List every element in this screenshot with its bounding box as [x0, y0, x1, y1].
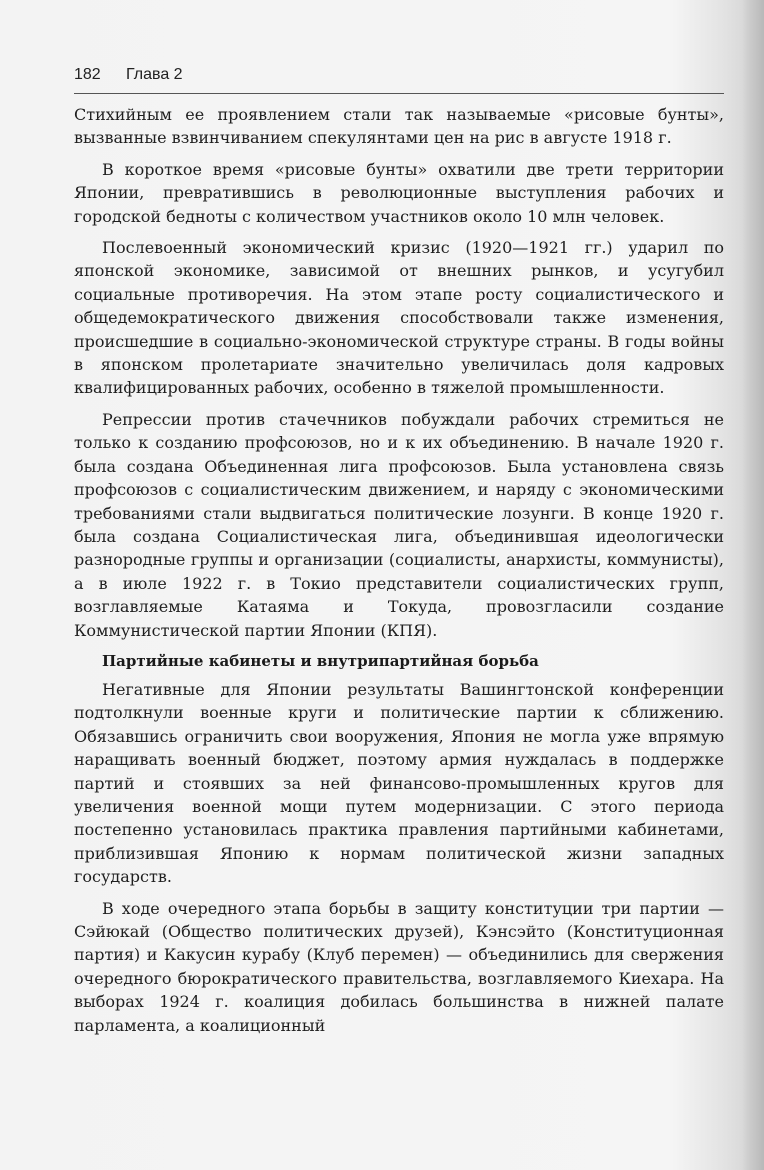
header-rule	[74, 93, 724, 94]
section-heading: Партийные кабинеты и внутрипартийная борьба	[102, 651, 539, 670]
running-header	[74, 66, 724, 88]
chapter-title: Глава 2	[126, 66, 183, 83]
paragraph: Репрессии против стачечников побуждали рабочих стремиться не только к созданию профсоюзов, но и к их объединению. В начале 1920 г. была создана Объединенная лига профсоюзов. Была установлена связь профсоюзов с социалистическим движением, и наряду с экономическими требованиями стали выдвигаться политические лозунги. В конце 1920 г. была создана Социалистическая лига, объединившая идеологически разнородные группы и организации (социалисты, анархисты, коммунисты), а в июле 1922 г. в Токио представители социалистических групп, возглавляемые Катаяма и Токуда, провозгласили создание Коммунистической партии Японии (КПЯ).	[74, 409, 724, 640]
paragraph: Негативные для Японии результаты Вашингтонской конференции подтолкнули военные круги и политические партии к сближению. Обязавшись ограничить свои вооружения, Япония не могла уже впрямую наращивать военный бюджет, поэтому армия нуждалась в поддержке партий и стоявших за ней финансово-промышленных кругов для увеличения военной мощи путем модернизации. С этого периода постепенно установилась практика правления партийными кабинетами, приблизившая Японию к нормам политической жизни западных государств.	[74, 679, 724, 887]
paragraph: Послевоенный экономический кризис (1920—1921 гг.) ударил по японской экономике, зависимой от внешних рынков, и усугубил социальные противоречия. На этом этапе росту социалистического и общедемократического движения способствовали также изменения, происшедшие в социально-экономической структуре страны. В годы войны в японском пролетариате значительно увеличилась доля кадровых квалифицированных рабочих, особенно в тяжелой промышленности.	[74, 238, 724, 398]
body-text	[74, 103, 724, 1037]
paragraph: Стихийным ее проявлением стали так называемые «рисовые бунты», вызванные взвинчиванием спекулянтами цен на рис в августе 1918 г.	[74, 105, 724, 148]
page-number: 182	[74, 66, 101, 83]
book-spine-shadow	[742, 0, 764, 1170]
paragraph: В короткое время «рисовые бунты» охватили две трети территории Японии, превратившись в революционные выступления рабочих и городской бедноты с количеством участников около 10 млн человек.	[74, 159, 724, 226]
paragraph: В ходе очередного этапа борьбы в защиту конституции три партии — Сэйюкай (Общество политических друзей), Кэнсэйто (Конституционная партия) и Какусин курабу (Клуб перемен) — объединились для свержения очередного бюрократического правительства, возглавляемого Киехара. На выборах 1924 г. коалиция добилась большинства в нижней палате парламента, а коалиционный	[74, 898, 724, 1035]
